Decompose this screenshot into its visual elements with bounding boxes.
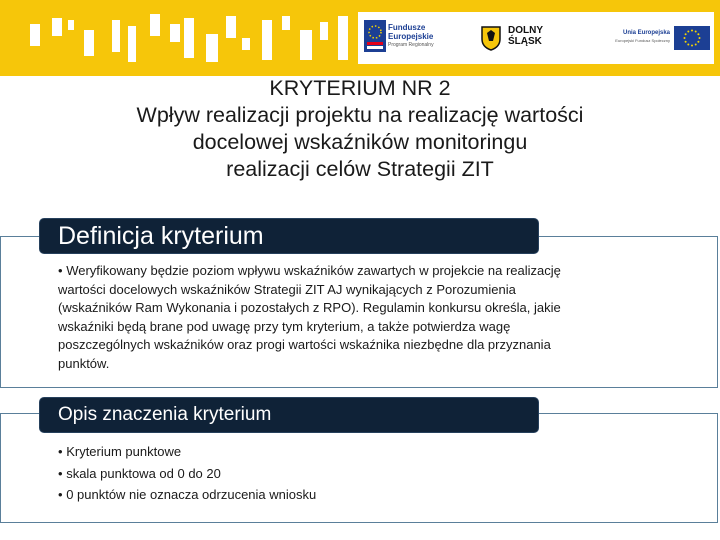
bullet-glyph: •	[58, 465, 63, 481]
title-line-3: docelowej wskaźników monitoringu	[192, 130, 528, 154]
bullet-glyph: •	[58, 487, 63, 502]
banner-decoration	[226, 16, 236, 38]
banner-decoration	[282, 16, 290, 30]
banner-decoration	[242, 38, 250, 50]
bullet-glyph: •	[58, 263, 63, 278]
title-line-4: realizacji celów Strategii ZIT	[226, 157, 494, 181]
banner-decoration	[128, 26, 136, 62]
fundusze-europejskie-label	[388, 23, 434, 49]
definition-line: (wskaźników Ram Wykonania i pozostałych z RPO). Regulamin konkursu określa, jakie	[58, 300, 561, 316]
logo-eu-line1: Unia Europejska	[622, 30, 670, 36]
logo-eu-line2: Europejski Fundusz Społeczny	[615, 38, 670, 43]
banner-decoration	[184, 18, 194, 58]
banner-decoration	[206, 34, 218, 62]
logo-ds-line2: ŚLĄSK	[508, 36, 542, 47]
logos-strip	[358, 12, 714, 64]
logo-fe-line2: Europejskie	[388, 32, 434, 41]
significance-item-text: Kryterium punktowe	[66, 444, 182, 459]
significance-item-text: skala punktowa od 0 do 20	[66, 465, 221, 481]
dolny-slask-crest-icon	[480, 25, 502, 51]
logo-fe-line3: Program Regionalny	[388, 42, 434, 48]
definition-heading: Definicja kryterium	[39, 218, 539, 254]
definition-line: wartości docelowych wskaźników Strategii ZIT AJ wynikających z Porozumienia	[58, 281, 516, 297]
banner-decoration	[84, 30, 94, 56]
logo-ds-line1: DOLNY	[508, 25, 543, 36]
significance-content	[58, 441, 688, 506]
significance-list-item	[58, 484, 688, 506]
definition-line: wskaźniki będą brane pod uwagę przy tym kryterium, a także potwierdza wagę	[58, 318, 511, 334]
banner-decoration	[112, 20, 120, 52]
banner-decoration	[320, 22, 328, 40]
banner-decoration	[170, 24, 180, 42]
eu-label	[590, 29, 670, 44]
banner-decoration	[150, 14, 160, 36]
definition-bullet-paragraph	[58, 262, 688, 374]
significance-heading: Opis znaczenia kryterium	[39, 397, 539, 433]
definition-line: poszczególnych wskaźników oraz progi wartości wskaźnika niezbędne dla przyznania	[58, 337, 551, 353]
page-title	[40, 75, 680, 183]
logo-fe-line1: Fundusze	[388, 23, 426, 32]
definition-content	[58, 262, 688, 374]
significance-list-item	[58, 441, 688, 463]
banner-decoration	[52, 18, 62, 36]
definition-line	[58, 262, 688, 281]
significance-list-item	[58, 463, 688, 485]
dolny-slask-label	[508, 25, 543, 47]
title-line-2: Wpływ realizacji projektu na realizację wartości	[136, 103, 584, 127]
eu-flag-icon	[674, 26, 710, 50]
banner-decoration	[338, 16, 348, 60]
title-line-1: KRYTERIUM NR 2	[269, 76, 451, 100]
bullet-glyph: •	[58, 444, 63, 459]
definition-line: punktów.	[58, 355, 110, 371]
banner-decoration	[300, 30, 312, 60]
definition-line-text: Weryfikowany będzie poziom wpływu wskaźników zawartych w projekcie na realizację	[66, 263, 561, 278]
top-banner	[0, 0, 720, 76]
fundusze-europejskie-logo-icon	[364, 20, 386, 52]
banner-decoration	[30, 24, 40, 46]
banner-decoration	[68, 20, 74, 30]
significance-item-text: 0 punktów nie oznacza odrzucenia wniosku	[66, 487, 317, 502]
banner-decoration	[262, 20, 272, 60]
